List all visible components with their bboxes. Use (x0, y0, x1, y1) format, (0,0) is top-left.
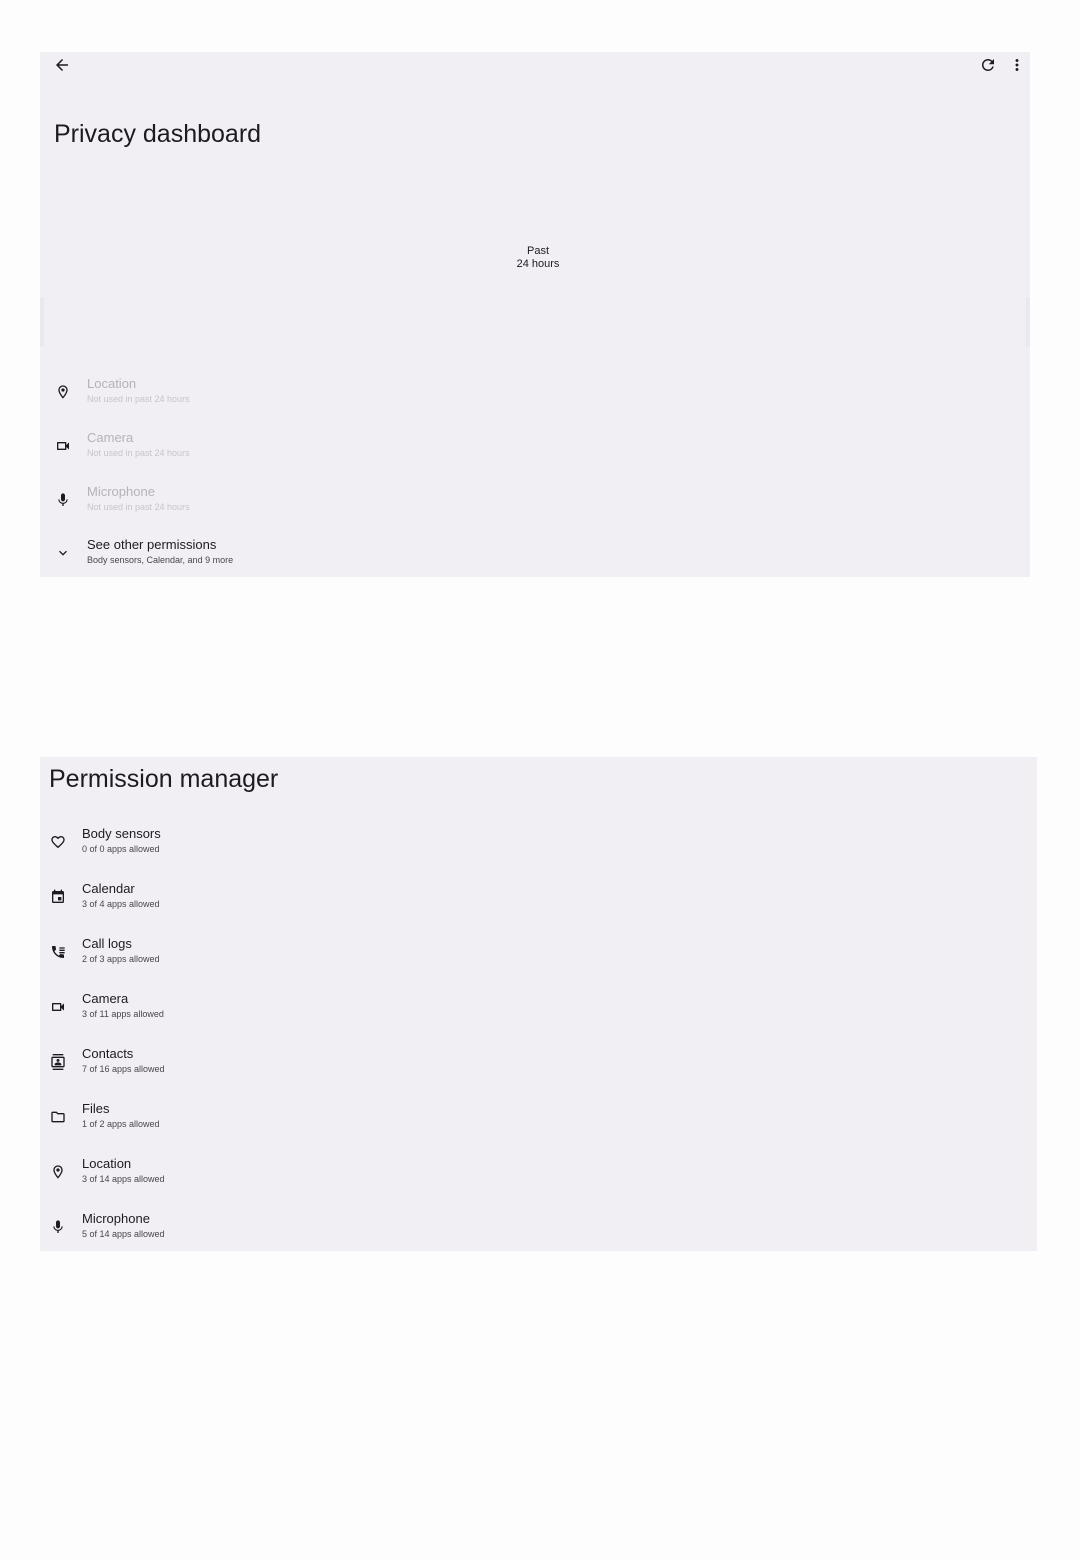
item-label: See other permissions (87, 537, 217, 552)
dashboard-item-camera (54, 430, 1014, 474)
location-pin-icon (54, 383, 72, 401)
item-summary: Not used in past 24 hours (87, 502, 190, 512)
heart-icon (49, 833, 67, 851)
item-summary: 0 of 0 apps allowed (82, 844, 160, 854)
permission-item-location[interactable] (49, 1156, 1029, 1200)
section-title: Permission manager (49, 765, 279, 793)
back-button[interactable] (46, 49, 78, 81)
more-options-button[interactable] (1001, 49, 1033, 81)
carousel-edge-left (40, 297, 44, 347)
dashboard-item-location (54, 376, 1014, 420)
permission-item-body-sensors[interactable] (49, 826, 1029, 870)
item-label: Calendar (82, 881, 135, 896)
item-summary: Not used in past 24 hours (87, 448, 190, 458)
permission-item-files[interactable] (49, 1101, 1029, 1145)
refresh-button[interactable] (972, 49, 1004, 81)
mic-icon (49, 1218, 67, 1236)
chevron-down-icon (54, 544, 72, 562)
call-log-icon (49, 943, 67, 961)
arrow-back-icon (53, 56, 71, 74)
item-summary: 3 of 14 apps allowed (82, 1174, 165, 1184)
see-other-permissions[interactable] (54, 537, 1014, 581)
permission-item-calendar[interactable] (49, 881, 1029, 925)
item-label: Body sensors (82, 826, 161, 841)
videocam-icon (49, 998, 67, 1016)
item-label: Location (82, 1156, 132, 1171)
contacts-icon (49, 1053, 67, 1071)
item-summary: 3 of 4 apps allowed (82, 899, 160, 909)
dashboard-item-microphone (54, 484, 1014, 528)
permission-item-call-logs[interactable] (49, 936, 1029, 980)
refresh-icon (979, 56, 997, 74)
timeframe-line2: 24 hours (516, 258, 560, 270)
item-summary: 1 of 2 apps allowed (82, 1119, 160, 1129)
item-summary: Not used in past 24 hours (87, 394, 190, 404)
timeframe-line1: Past (526, 245, 549, 257)
item-summary: 3 of 11 apps allowed (82, 1009, 164, 1019)
item-summary: 2 of 3 apps allowed (82, 954, 160, 964)
permission-item-microphone[interactable] (49, 1211, 1029, 1255)
videocam-icon (54, 437, 72, 455)
page-title: Privacy dashboard (54, 120, 262, 148)
permission-item-camera[interactable] (49, 991, 1029, 1035)
calendar-icon (49, 888, 67, 906)
item-summary: 5 of 14 apps allowed (82, 1229, 165, 1239)
item-label: Files (82, 1101, 110, 1116)
privacy-dashboard-panel (40, 52, 1030, 577)
more-vert-icon (1008, 56, 1026, 74)
location-pin-icon (49, 1163, 67, 1181)
permission-manager-panel (40, 757, 1037, 1251)
carousel-edge-right (1026, 297, 1030, 347)
item-label: Microphone (82, 1211, 150, 1226)
item-label: Location (87, 376, 137, 391)
item-label: Camera (87, 430, 134, 445)
item-summary: Body sensors, Calendar, and 9 more (87, 555, 234, 565)
timeframe-label (488, 245, 588, 271)
item-label: Microphone (87, 484, 155, 499)
item-label: Camera (82, 991, 129, 1006)
folder-icon (49, 1108, 67, 1126)
permission-item-contacts[interactable] (49, 1046, 1029, 1090)
mic-icon (54, 491, 72, 509)
item-label: Call logs (82, 936, 132, 951)
item-label: Contacts (82, 1046, 134, 1061)
item-summary: 7 of 16 apps allowed (82, 1064, 165, 1074)
